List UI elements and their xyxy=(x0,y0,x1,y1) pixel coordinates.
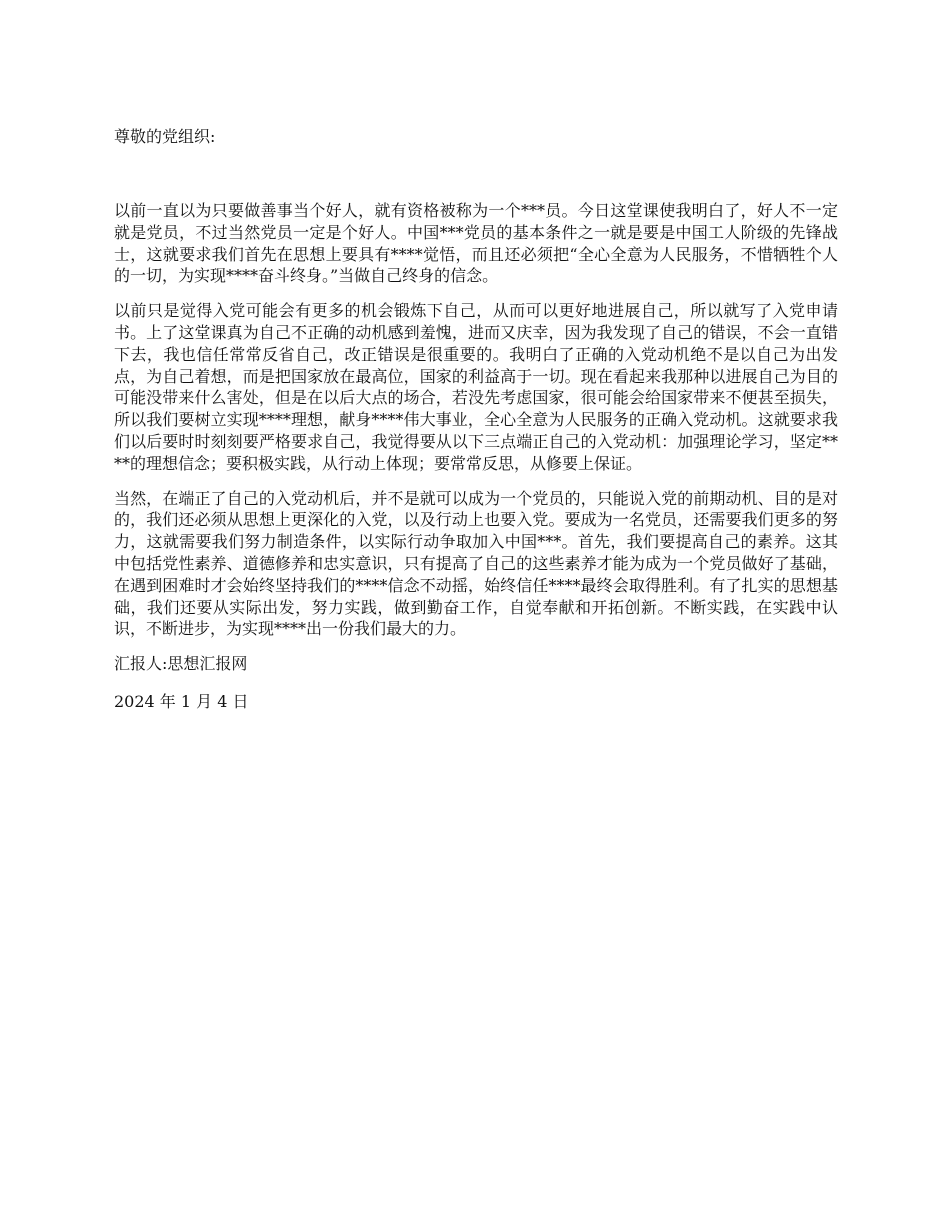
body-paragraph-2: 以前只是觉得入党可能会有更多的机会锻炼下自己，从而可以更好地进展自己，所以就写了入党申请书。上了这堂课真为自己不正确的动机感到羞愧，进而又庆幸，因为我发现了自己的错误，不会一直错下去，我也信任常常反省自己，改正错误是很重要的。我明白了正确的入党动机绝不是以自己为出发点，为自己着想，而是把国家放在最高位，国家的利益高于一切。现在看起来我那种以进展自己为目的可能没带来什么害处，但是在以后大点的场合，若没先考虑国家，很可能会给国家带来不便甚至损失，所以我们要树立实现****理想，献身****伟大事业，全心全意为人民服务的正确入党动机。这就要求我们以后要时时刻刻要严格要求自己，我觉得要从以下三点端正自己的入党动机：加强理论学习，坚定****的理想信念；要积极实践，从行动上体现；要常常反思，从修要上保证。 xyxy=(114,301,838,473)
letter-page xyxy=(114,126,838,713)
report-date: 2024 年 1 月 4 日 xyxy=(114,692,249,712)
body-paragraph-3: 当然，在端正了自己的入党动机后，并不是就可以成为一个党员的，只能说入党的前期动机、目的是对的，我们还必须从思想上更深化的入党，以及行动上也要入党。要成为一名党员，还需要我们更多的努力，这就需要我们努力制造条件，以实际行动争取加入中国***。首先，我们要提高自己的素养。这其中包括党性素养、道德修养和忠实意识，只有提高了自己的这些素养才能为成为一个党员做好了基础，在遇到困难时才会始终坚持我们的****信念不动摇，始终信任****最终会取得胜利。有了扎实的思想基础，我们还要从实际出发，努力实践，做到勤奋工作，自觉奉献和开拓创新。不断实践，在实践中认识，不断进步，为实现****出一份我们最大的力。 xyxy=(114,488,838,639)
body-paragraph-1: 以前一直以为只要做善事当个好人，就有资格被称为一个***员。今日这堂课使我明白了，好人不一定就是党员，不过当然党员一定是个好人。中国***党员的基本条件之一就是要是中国工人阶级的先锋战士，这就要求我们首先在思想上要具有****觉悟，而且还必须把“全心全意为人民服务，不惜牺牲个人的一切，为实现****奋斗终身。”当做自己终身的信念。 xyxy=(114,201,838,286)
salutation: 尊敬的党组织: xyxy=(114,127,216,146)
reporter-signature: 汇报人:思想汇报网 xyxy=(114,654,248,674)
